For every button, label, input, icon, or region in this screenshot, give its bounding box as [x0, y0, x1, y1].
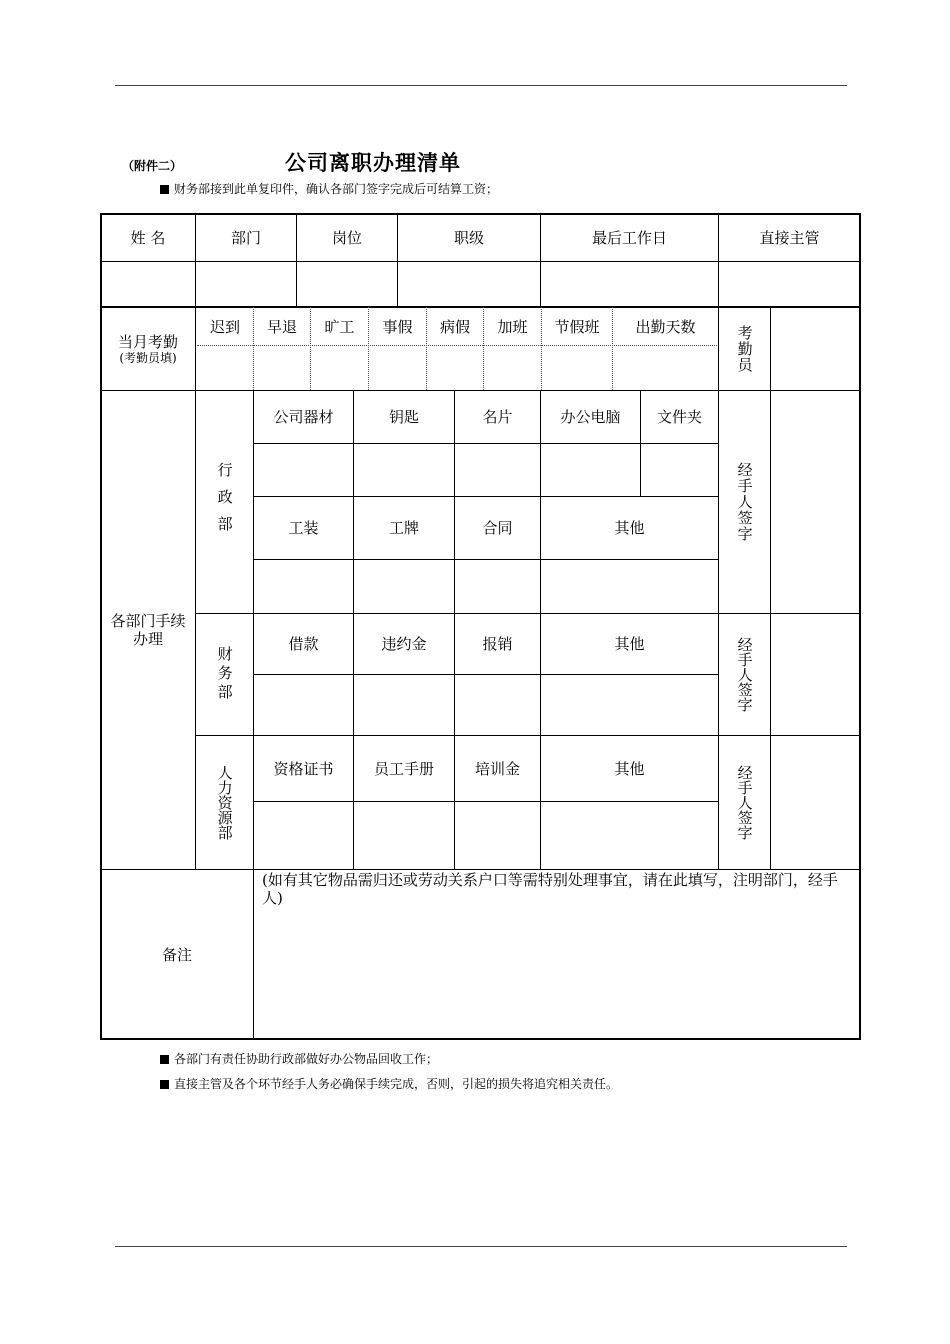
name-value-cell[interactable] [101, 262, 195, 306]
finance-signature-cell[interactable] [771, 614, 860, 735]
admin-item-contract: 合同 [482, 519, 513, 537]
bottom-rule [115, 1246, 847, 1247]
admin-item-keys: 钥匙 [388, 408, 419, 426]
finance-signer-label: 经手人签字 [735, 637, 754, 712]
hr-item-other: 其他 [614, 759, 645, 778]
header-rank: 职级 [453, 228, 484, 247]
top-rule [115, 85, 847, 86]
header-supervisor: 直接主管 [759, 228, 820, 247]
attendance-early-leave: 早退 [266, 317, 297, 336]
header-department: 部门 [230, 228, 261, 247]
attendance-sick-leave: 病假 [439, 317, 470, 336]
remarks-label: 备注 [161, 945, 192, 964]
admin-item-folders: 文件夹 [656, 408, 702, 426]
position-value-cell[interactable] [297, 262, 397, 306]
admin-item-business-cards: 名片 [482, 408, 513, 426]
admin-item-office-computer: 办公电脑 [560, 408, 621, 426]
header-position: 岗位 [331, 228, 362, 247]
hr-item-training-fee: 培训金 [474, 759, 520, 778]
attendance-clerk-label: 考勤员 [735, 325, 754, 373]
hr-item-certificates: 资格证书 [273, 759, 334, 778]
last-day-value-cell[interactable] [541, 262, 718, 306]
department-value-cell[interactable] [196, 262, 296, 306]
rank-value-cell[interactable] [398, 262, 540, 306]
bullet-square-icon [160, 1080, 169, 1089]
footer-note-2: 直接主管及各个环节经手人务必确保手续完成，否则，引起的损失将追究相关责任。 [160, 1075, 618, 1092]
finance-item-penalty: 违约金 [381, 635, 427, 653]
admin-item-uniform: 工装 [288, 519, 319, 537]
hr-signer-label: 经手人签字 [735, 765, 754, 840]
admin-dept-label: 行政部 [215, 461, 234, 543]
attendance-holiday-shift: 节假班 [554, 317, 600, 336]
supervisor-value-cell[interactable] [719, 262, 860, 306]
hr-item-handbook: 员工手册 [373, 759, 434, 778]
attendance-clerk-sign-cell[interactable] [771, 308, 860, 390]
admin-signature-cell[interactable] [771, 391, 860, 613]
header-last-day: 最后工作日 [591, 228, 667, 247]
admin-item-equipment: 公司器材 [273, 408, 334, 426]
admin-item-other: 其他 [614, 519, 645, 537]
admin-item-badge: 工牌 [388, 519, 419, 537]
finance-item-loan: 借款 [288, 635, 319, 653]
departments-group-label: 各部门手续办理 [110, 612, 186, 648]
attachment-label: （附件二） [122, 159, 183, 173]
header-name: 姓 名 [130, 228, 166, 247]
bullet-square-icon [160, 185, 169, 194]
attendance-absent: 旷工 [324, 317, 355, 336]
finance-item-other: 其他 [614, 635, 645, 653]
attendance-personal-leave: 事假 [382, 317, 413, 336]
hr-dept-label: 人力资源部 [215, 765, 234, 840]
remarks-text[interactable]: (如有其它物品需归还或劳动关系户口等需特别处理事宜，请在此填写，注明部门，经手人) [262, 871, 838, 907]
footer-note-1: 各部门有责任协助行政部做好办公物品回收工作； [160, 1050, 438, 1067]
attendance-label: 当月考勤 (考勤员填) [117, 332, 178, 365]
finance-dept-label: 财务部 [215, 646, 234, 703]
instruction-note: 财务部接到此单复印件，确认各部门签字完成后可结算工资； [160, 180, 498, 197]
hr-signature-cell[interactable] [771, 736, 860, 869]
page-title: 公司离职办理清单 [285, 150, 461, 175]
attendance-overtime: 加班 [497, 317, 528, 336]
attendance-work-days: 出勤天数 [635, 317, 696, 336]
admin-signer-label: 经手人签字 [735, 462, 754, 542]
finance-item-reimbursement: 报销 [482, 635, 513, 653]
attendance-late: 迟到 [209, 317, 240, 336]
bullet-square-icon [160, 1055, 169, 1064]
